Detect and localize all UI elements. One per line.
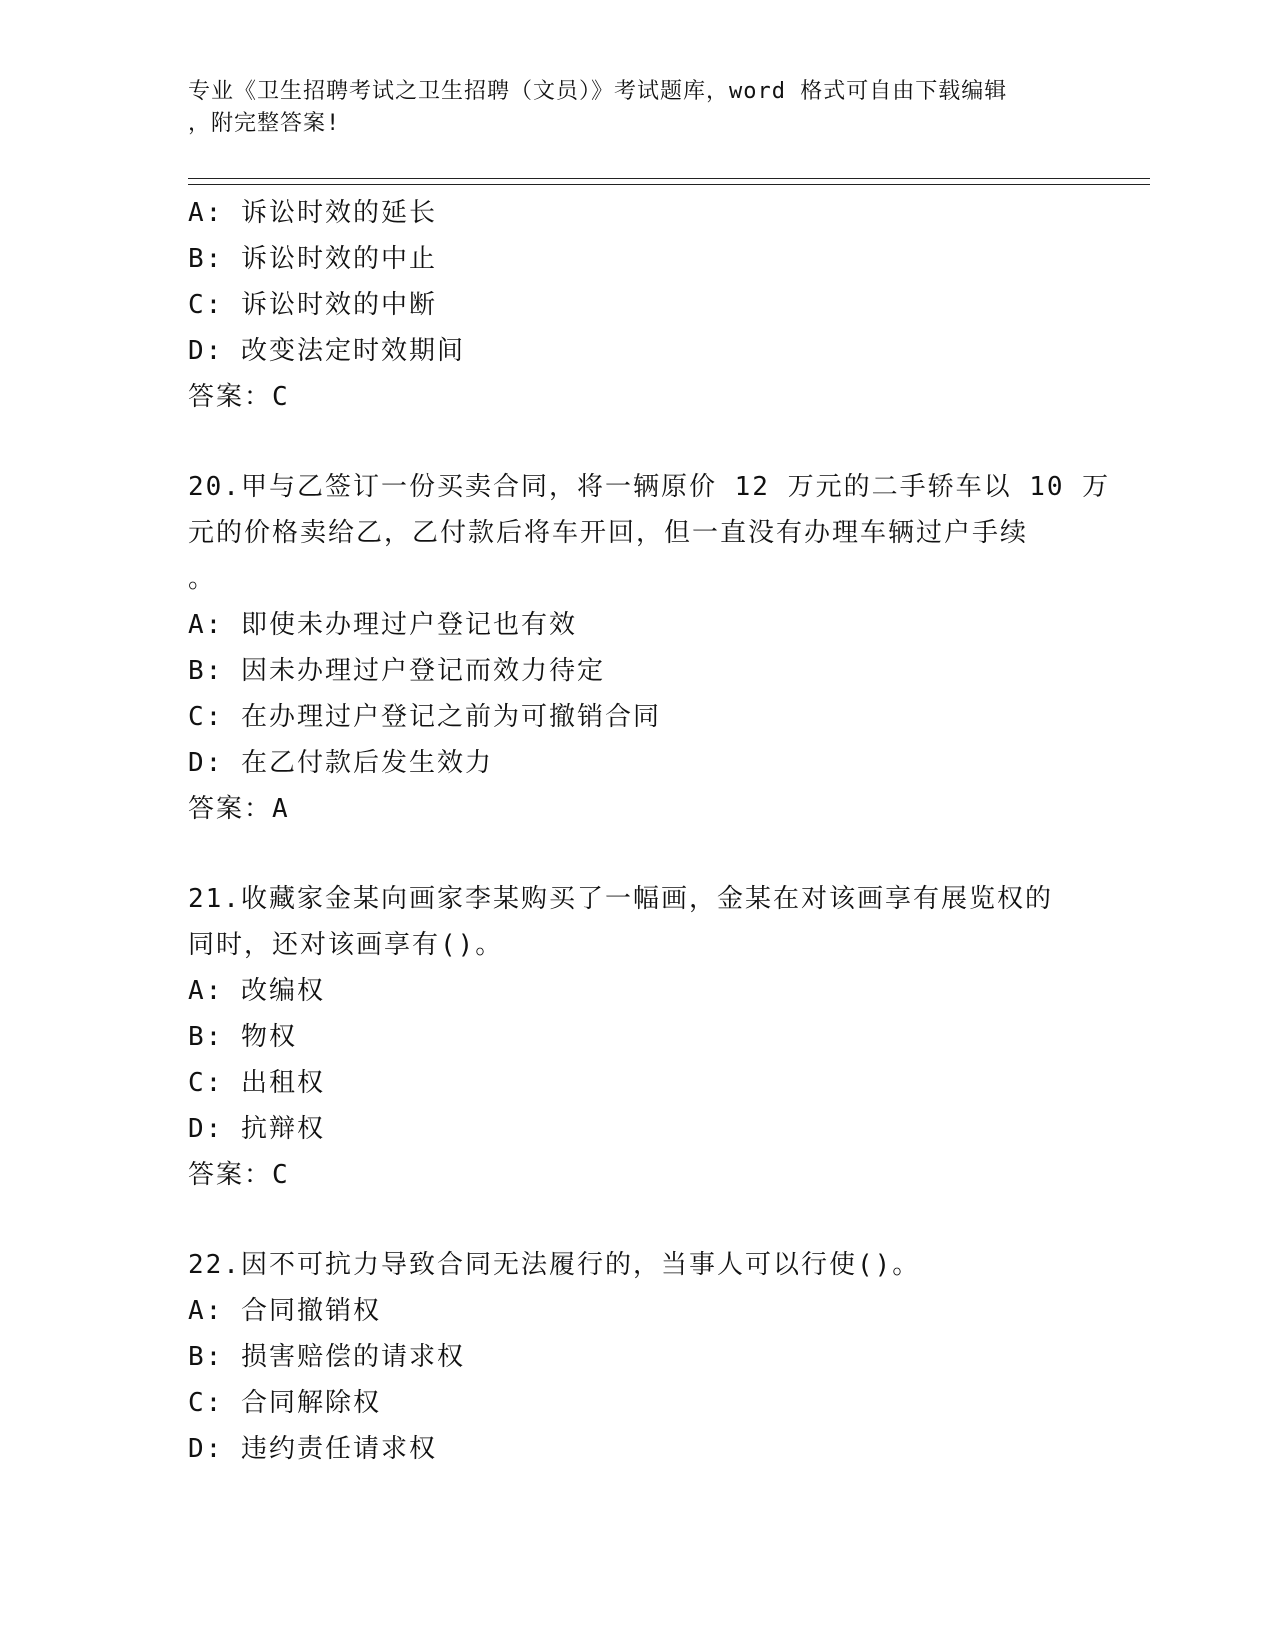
question-text (188, 464, 1111, 602)
spacer (188, 832, 1088, 876)
option-a: A: 即使未办理过户登记也有效 (188, 610, 577, 640)
question-line: 同时，还对该画享有()。 (188, 930, 504, 960)
spacer (188, 1198, 1088, 1242)
option-b: B: 因未办理过户登记而效力待定 (188, 656, 605, 686)
option-a: A: 诉讼时效的延长 (188, 198, 437, 228)
option-c: C: 合同解除权 (188, 1388, 381, 1418)
question-line: 元的价格卖给乙，乙付款后将车开回，但一直没有办理车辆过户手续 (188, 518, 1029, 548)
answer: 答案：A (188, 794, 290, 824)
question-line: 22.因不可抗力导致合同无法履行的，当事人可以行使()。 (188, 1250, 921, 1280)
option-d: D: 违约责任请求权 (188, 1434, 437, 1464)
header-line-2: ，附完整答案! (188, 111, 341, 136)
question-20 (188, 464, 1111, 832)
question-list (188, 190, 1111, 1472)
header-divider-top (188, 178, 1150, 179)
option-d: D: 在乙付款后发生效力 (188, 748, 493, 778)
option-b: B: 物权 (188, 1022, 297, 1052)
spacer (188, 420, 1088, 464)
option-d: D: 抗辩权 (188, 1114, 325, 1144)
question-text (188, 1242, 1088, 1288)
question-line: 。 (188, 564, 217, 594)
question-19 (188, 190, 1088, 420)
option-c: C: 诉讼时效的中断 (188, 290, 437, 320)
header-divider-bottom (188, 184, 1150, 185)
option-a: A: 改编权 (188, 976, 325, 1006)
document-header (188, 76, 1078, 140)
question-22 (188, 1242, 1088, 1472)
question-line: 21.收藏家金某向画家李某购买了一幅画，金某在对该画享有展览权的 (188, 884, 1053, 914)
option-b: B: 诉讼时效的中止 (188, 244, 437, 274)
header-line-1: 专业《卫生招聘考试之卫生招聘（文员）》考试题库，word 格式可自由下载编辑 (188, 79, 1008, 104)
option-a: A: 合同撤销权 (188, 1296, 381, 1326)
question-text (188, 876, 1088, 968)
answer: 答案：C (188, 382, 290, 412)
answer: 答案：C (188, 1160, 290, 1190)
option-c: C: 出租权 (188, 1068, 325, 1098)
question-line: 20.甲与乙签订一份买卖合同，将一辆原价 12 万元的二手轿车以 10 万 (188, 472, 1111, 502)
option-d: D: 改变法定时效期间 (188, 336, 465, 366)
option-b: B: 损害赔偿的请求权 (188, 1342, 465, 1372)
option-c: C: 在办理过户登记之前为可撤销合同 (188, 702, 661, 732)
question-21 (188, 876, 1088, 1198)
